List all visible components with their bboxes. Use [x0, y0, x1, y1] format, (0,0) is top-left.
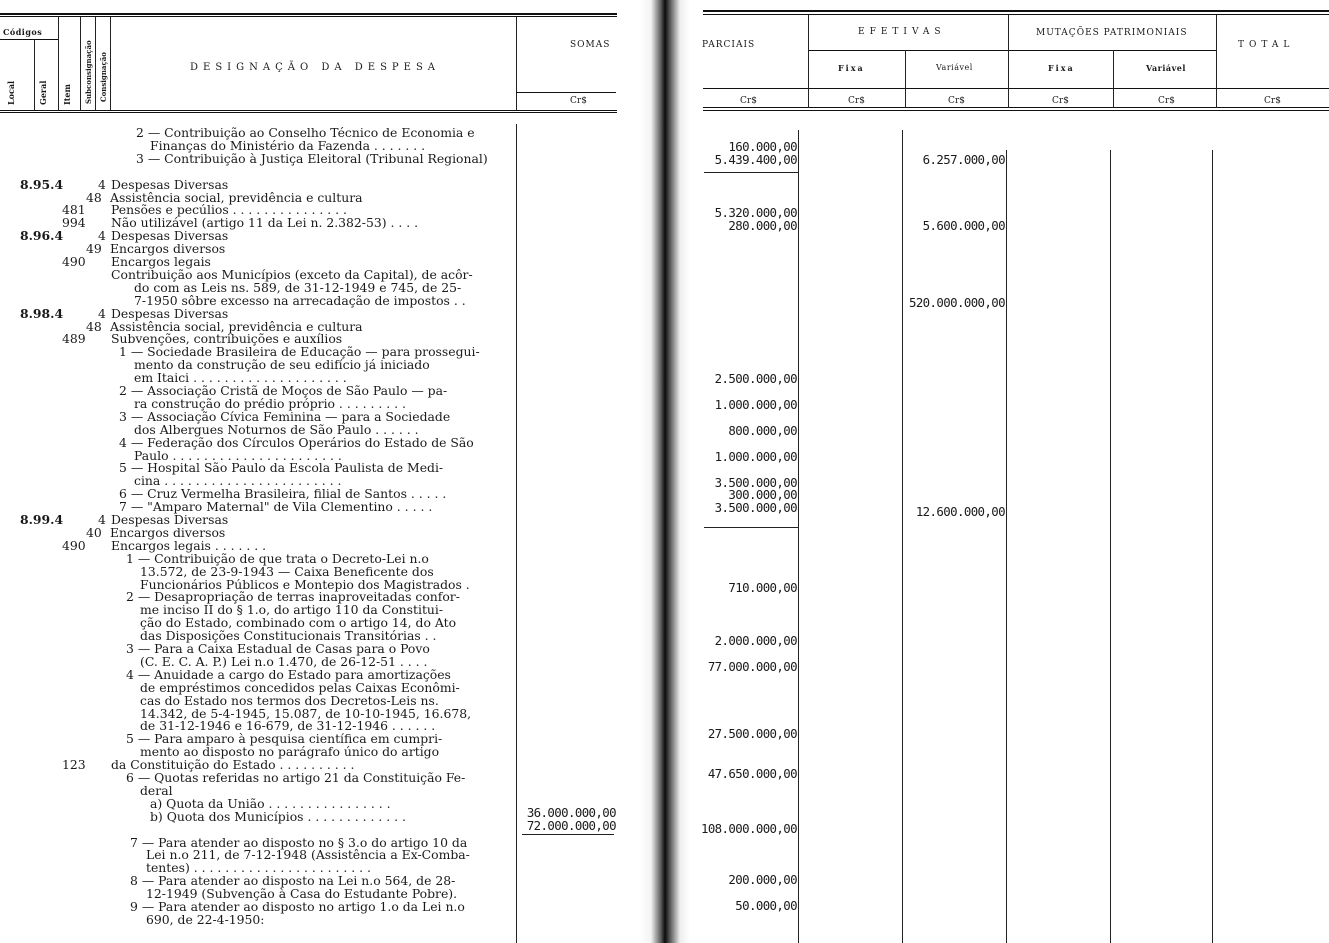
- top-rule: [0, 13, 617, 15]
- expense-line: 6 — Cruz Vermelha Brasileira, filial de Santos . . . . .: [119, 486, 447, 502]
- item-number: 4: [98, 305, 106, 321]
- expense-line: 3 — Contribuição à Justiça Eleitoral (Tribunal Regional): [136, 150, 488, 166]
- fixa-column-rule: [902, 130, 903, 943]
- expense-line: me inciso II do § 1.o, do artigo 110 da Constitui-: [140, 602, 444, 618]
- expense-line: 7 — "Amparo Maternal" de Vila Clementino . . . . .: [119, 499, 433, 515]
- expense-line: 4 — Federação dos Círculos Operários do Estado de São: [119, 434, 474, 450]
- col-sep: [1113, 50, 1114, 108]
- expense-line: das Disposições Constitucionais Transitórias . .: [140, 628, 437, 644]
- col-sep: [34, 40, 35, 110]
- efetivas-header: EFETIVAS: [858, 27, 946, 37]
- parcial-value: 5.439.400,00: [714, 152, 797, 167]
- expense-line: cina . . . . . . . . . . . . . . . . . . . . . . .: [134, 473, 342, 489]
- left-page: [0, 0, 640, 943]
- expense-code: 8.95.4: [20, 176, 64, 192]
- expense-line: Contribuição aos Municípios (exceto da Capital), de acôr-: [111, 266, 473, 282]
- expense-line: Despesas Diversas: [111, 512, 229, 527]
- expense-line: tentes) . . . . . . . . . . . . . . . . . . . . . . .: [146, 860, 371, 876]
- somas-currency: Cr$: [570, 96, 587, 106]
- currency-rule: [703, 88, 1329, 89]
- parcial-value: 108.000.000,00: [700, 821, 797, 836]
- fixa-header-1: Fixa: [838, 63, 865, 73]
- expense-line: Despesas Diversas: [111, 305, 229, 321]
- col-sep: [1216, 15, 1217, 108]
- parcial-value: 3.500.000,00: [714, 475, 797, 490]
- expense-line: Pensões e pecúlios . . . . . . . . . . . . . . .: [111, 202, 347, 218]
- mutacao-fixa-currency: Cr$: [1052, 96, 1069, 106]
- somas-header: SOMAS: [570, 40, 611, 50]
- col-sep: [110, 17, 111, 110]
- expense-line: Não utilizável (artigo 11 da Lei n. 2.382-53) . . . .: [111, 215, 419, 231]
- variavel-column-rule: [1006, 150, 1007, 943]
- expense-line: Paulo . . . . . . . . . . . . . . . . . . . . . .: [134, 447, 342, 463]
- somas-value: 72.000.000,00: [526, 818, 616, 833]
- expense-line: da Constituição do Estado . . . . . . . . . .: [111, 757, 355, 773]
- expense-line: mento da construção de seu edifício já iniciado: [134, 357, 430, 373]
- top-rule: [703, 10, 1329, 12]
- efetiva-variavel-value: 5.600.000,00: [922, 218, 1005, 233]
- item-number: 49: [86, 241, 102, 257]
- expense-line: dos Albergues Noturnos de São Paulo . . . . . .: [134, 421, 419, 437]
- parciais-underline: [704, 172, 798, 173]
- expense-code: 8.98.4: [20, 305, 64, 321]
- variavel-header-1: Variável: [936, 63, 973, 72]
- expense-line: 2 — Contribuição ao Conselho Técnico de Economia e: [136, 125, 475, 140]
- expense-line: 1 — Sociedade Brasileira de Educação — para prossegui-: [119, 344, 480, 360]
- somas-value: 36.000.000,00: [526, 805, 616, 820]
- header-bottom-rule: [703, 107, 1329, 108]
- expense-line: 12-1949 (Subvenção à Casa do Estudante Pobre).: [146, 886, 458, 902]
- expense-line: a) Quota da União . . . . . . . . . . . . . . . .: [150, 795, 391, 811]
- parcial-value: 3.500.000,00: [714, 500, 797, 515]
- item-number: 490: [62, 254, 86, 269]
- fixa-header-2: Fixa: [1048, 63, 1075, 73]
- top-rule-thin: [703, 14, 1329, 15]
- geral-header: Geral: [38, 80, 48, 105]
- expense-line: 1 — Contribuição de que trata o Decreto-Lei n.o: [126, 550, 429, 566]
- col-sep: [1008, 15, 1009, 108]
- parcial-value: 27.500.000,00: [707, 726, 797, 741]
- expense-line: Assistência social, previdência e cultura: [110, 318, 363, 334]
- expense-line: mento ao disposto no parágrafo único do artigo: [140, 744, 440, 760]
- expense-line: cas do Estado nos termos dos Decretos-Leis ns.: [140, 692, 439, 708]
- somas-column-rule: [516, 124, 517, 943]
- header-bottom-rule-2: [703, 110, 1329, 111]
- parcial-value: 1.000.000,00: [714, 449, 797, 464]
- parcial-value: 160.000,00: [728, 139, 797, 154]
- expense-line: de 31-12-1946 e 16-679, de 31-12-1946 . . . . . .: [140, 718, 436, 734]
- item-number: 48: [86, 189, 102, 205]
- parcial-value: 2.500.000,00: [714, 371, 797, 386]
- col-sep: [58, 17, 59, 110]
- top-rule-thin: [0, 16, 617, 17]
- expense-line: 8 — Para atender ao disposto na Lei n.o 564, de 28-: [130, 873, 456, 889]
- expense-line: (C. E. C. A. P.) Lei n.o 1.470, de 26-12-51 . . . .: [140, 653, 428, 669]
- expense-line: Despesas Diversas: [111, 228, 229, 244]
- expense-line: Encargos legais: [111, 254, 211, 269]
- expense-line: b) Quota dos Municípios . . . . . . . . . . . . .: [150, 808, 406, 824]
- mutacoes-header: MUTAÇÕES PATRIMONIAIS: [1036, 28, 1188, 38]
- expense-line: Encargos diversos: [110, 524, 226, 540]
- expense-line: 9 — Para atender ao disposto no artigo 1.o da Lei n.o: [130, 899, 465, 914]
- expense-line: 7-1950 sôbre excesso na arrecadação de impostos . .: [134, 292, 466, 308]
- expense-code: 8.96.4: [20, 228, 64, 244]
- parciais-currency: Cr$: [740, 96, 757, 106]
- header-bottom-rule: [0, 110, 617, 111]
- right-page: [690, 0, 1329, 943]
- parciais-column-rule: [798, 130, 799, 943]
- designacao-header: DESIGNAÇÃO DA DESPESA: [190, 62, 441, 73]
- col-sep: [516, 17, 517, 110]
- efetiva-fixa-currency: Cr$: [848, 96, 865, 106]
- efetiva-variavel-value: 520.000.000,00: [908, 295, 1005, 310]
- expense-line: Despesas Diversas: [111, 176, 229, 192]
- somas-underline: [522, 834, 614, 835]
- col-sep: [95, 17, 96, 110]
- item-number: 4: [98, 176, 106, 192]
- mutacao-variavel-currency: Cr$: [1158, 96, 1175, 106]
- somas-rule: [516, 92, 616, 93]
- expense-line: 14.342, de 5-4-1945, 15.087, de 10-10-1945, 16.678,: [140, 705, 472, 721]
- expense-line: Finanças do Ministério da Fazenda . . . . . . .: [150, 137, 426, 153]
- codigos-header: Códigos: [3, 27, 43, 37]
- expense-line: Encargos diversos: [110, 241, 226, 257]
- item-number: 40: [86, 524, 102, 540]
- item-number: 994: [62, 215, 86, 231]
- item-number: 123: [62, 757, 86, 773]
- mutacao-column-rule: [1110, 150, 1111, 943]
- parcial-value: 280.000,00: [728, 218, 797, 233]
- expense-line: 690, de 22-4-1950:: [146, 911, 265, 927]
- expense-line: deral: [140, 782, 173, 798]
- expense-code: 8.99.4: [20, 512, 64, 527]
- parcial-value: 1.000.000,00: [714, 397, 797, 412]
- expense-line: de empréstimos concedidos pelas Caixas Econômi-: [140, 679, 460, 695]
- efetiva-variavel-value: 6.257.000,00: [922, 152, 1005, 167]
- parcial-value: 300.000,00: [728, 487, 797, 502]
- total-currency: Cr$: [1264, 96, 1281, 106]
- parcial-value: 2.000.000,00: [714, 633, 797, 648]
- expense-line: 7 — Para atender ao disposto no § 3.o do artigo 10 da: [130, 834, 468, 850]
- item-number: 4: [98, 228, 106, 244]
- parcial-value: 200.000,00: [728, 872, 797, 887]
- item-number: 4: [98, 512, 106, 527]
- parcial-value: 5.320.000,00: [714, 205, 797, 220]
- consignacao-header: Consignação: [99, 52, 108, 102]
- col-sep: [808, 15, 809, 108]
- parcial-value: 800.000,00: [728, 423, 797, 438]
- subconsignacao-header: Subconsignação: [84, 40, 93, 104]
- expense-line: 5 — Hospital São Paulo da Escola Paulista de Medi-: [119, 460, 444, 476]
- subheader-rule: [808, 50, 1216, 51]
- codigos-rule: [0, 39, 58, 40]
- item-number: 489: [62, 331, 86, 347]
- expense-line: 2 — Associação Cristã de Moços de São Paulo — pa-: [119, 383, 448, 398]
- expense-line: ção do Estado, combinado com o artigo 14, do Ato: [140, 615, 457, 631]
- total-column-rule: [1212, 150, 1213, 943]
- expense-line: 3 — Associação Cívica Feminina — para a Sociedade: [119, 408, 451, 424]
- efetiva-variavel-value: 12.600.000,00: [915, 504, 1005, 519]
- item-number: 490: [62, 537, 86, 553]
- expense-line: 2 — Desapropriação de terras inaproveitadas confor-: [126, 589, 460, 605]
- parcial-value: 710.000,00: [728, 580, 797, 595]
- expense-line: 3 — Para a Caixa Estadual de Casas para o Povo: [126, 641, 430, 656]
- efetiva-variavel-currency: Cr$: [948, 96, 965, 106]
- expense-line: 4 — Anuidade a cargo do Estado para amortizações: [126, 666, 451, 682]
- expense-line: Funcionários Públicos e Montepio dos Magistrados .: [140, 576, 470, 592]
- expense-line: Assistência social, previdência e cultura: [110, 189, 363, 205]
- book-gutter: [640, 0, 690, 943]
- parcial-value: 50.000,00: [735, 898, 797, 913]
- expense-line: 13.572, de 23-9-1943 — Caixa Beneficente dos: [140, 563, 434, 579]
- expense-line: 6 — Quotas referidas no artigo 21 da Constituição Fe-: [126, 770, 466, 785]
- parcial-value: 47.650.000,00: [707, 766, 797, 781]
- parcial-value: 77.000.000,00: [707, 659, 797, 674]
- parciais-header: PARCIAIS: [702, 40, 756, 50]
- expense-line: do com as Leis ns. 589, de 31-12-1949 e 745, de 25-: [134, 279, 462, 295]
- expense-line: Lei n.o 211, de 7-12-1948 (Assistência a Ex-Comba-: [146, 847, 470, 863]
- expense-line: ra construção do prédio próprio . . . . . . . . .: [134, 395, 406, 411]
- item-number: 48: [86, 318, 102, 334]
- expense-line: Encargos legais . . . . . . .: [111, 537, 267, 553]
- col-sep: [905, 50, 906, 108]
- expense-line: Subvenções, contribuições e auxílios: [111, 331, 343, 347]
- expense-line: 5 — Para amparo à pesquisa científica em cumpri-: [126, 731, 443, 747]
- expense-line: em Itaici . . . . . . . . . . . . . . . . . . . .: [134, 370, 347, 386]
- header-bottom-rule-2: [0, 112, 617, 113]
- variavel-header-2: Variável: [1146, 63, 1186, 73]
- local-header: Local: [6, 80, 16, 105]
- parciais-underline: [704, 527, 798, 528]
- total-header: TOTAL: [1238, 40, 1295, 50]
- item-number: 481: [62, 202, 86, 218]
- col-sep: [80, 17, 81, 110]
- item-header: Item: [62, 84, 72, 105]
